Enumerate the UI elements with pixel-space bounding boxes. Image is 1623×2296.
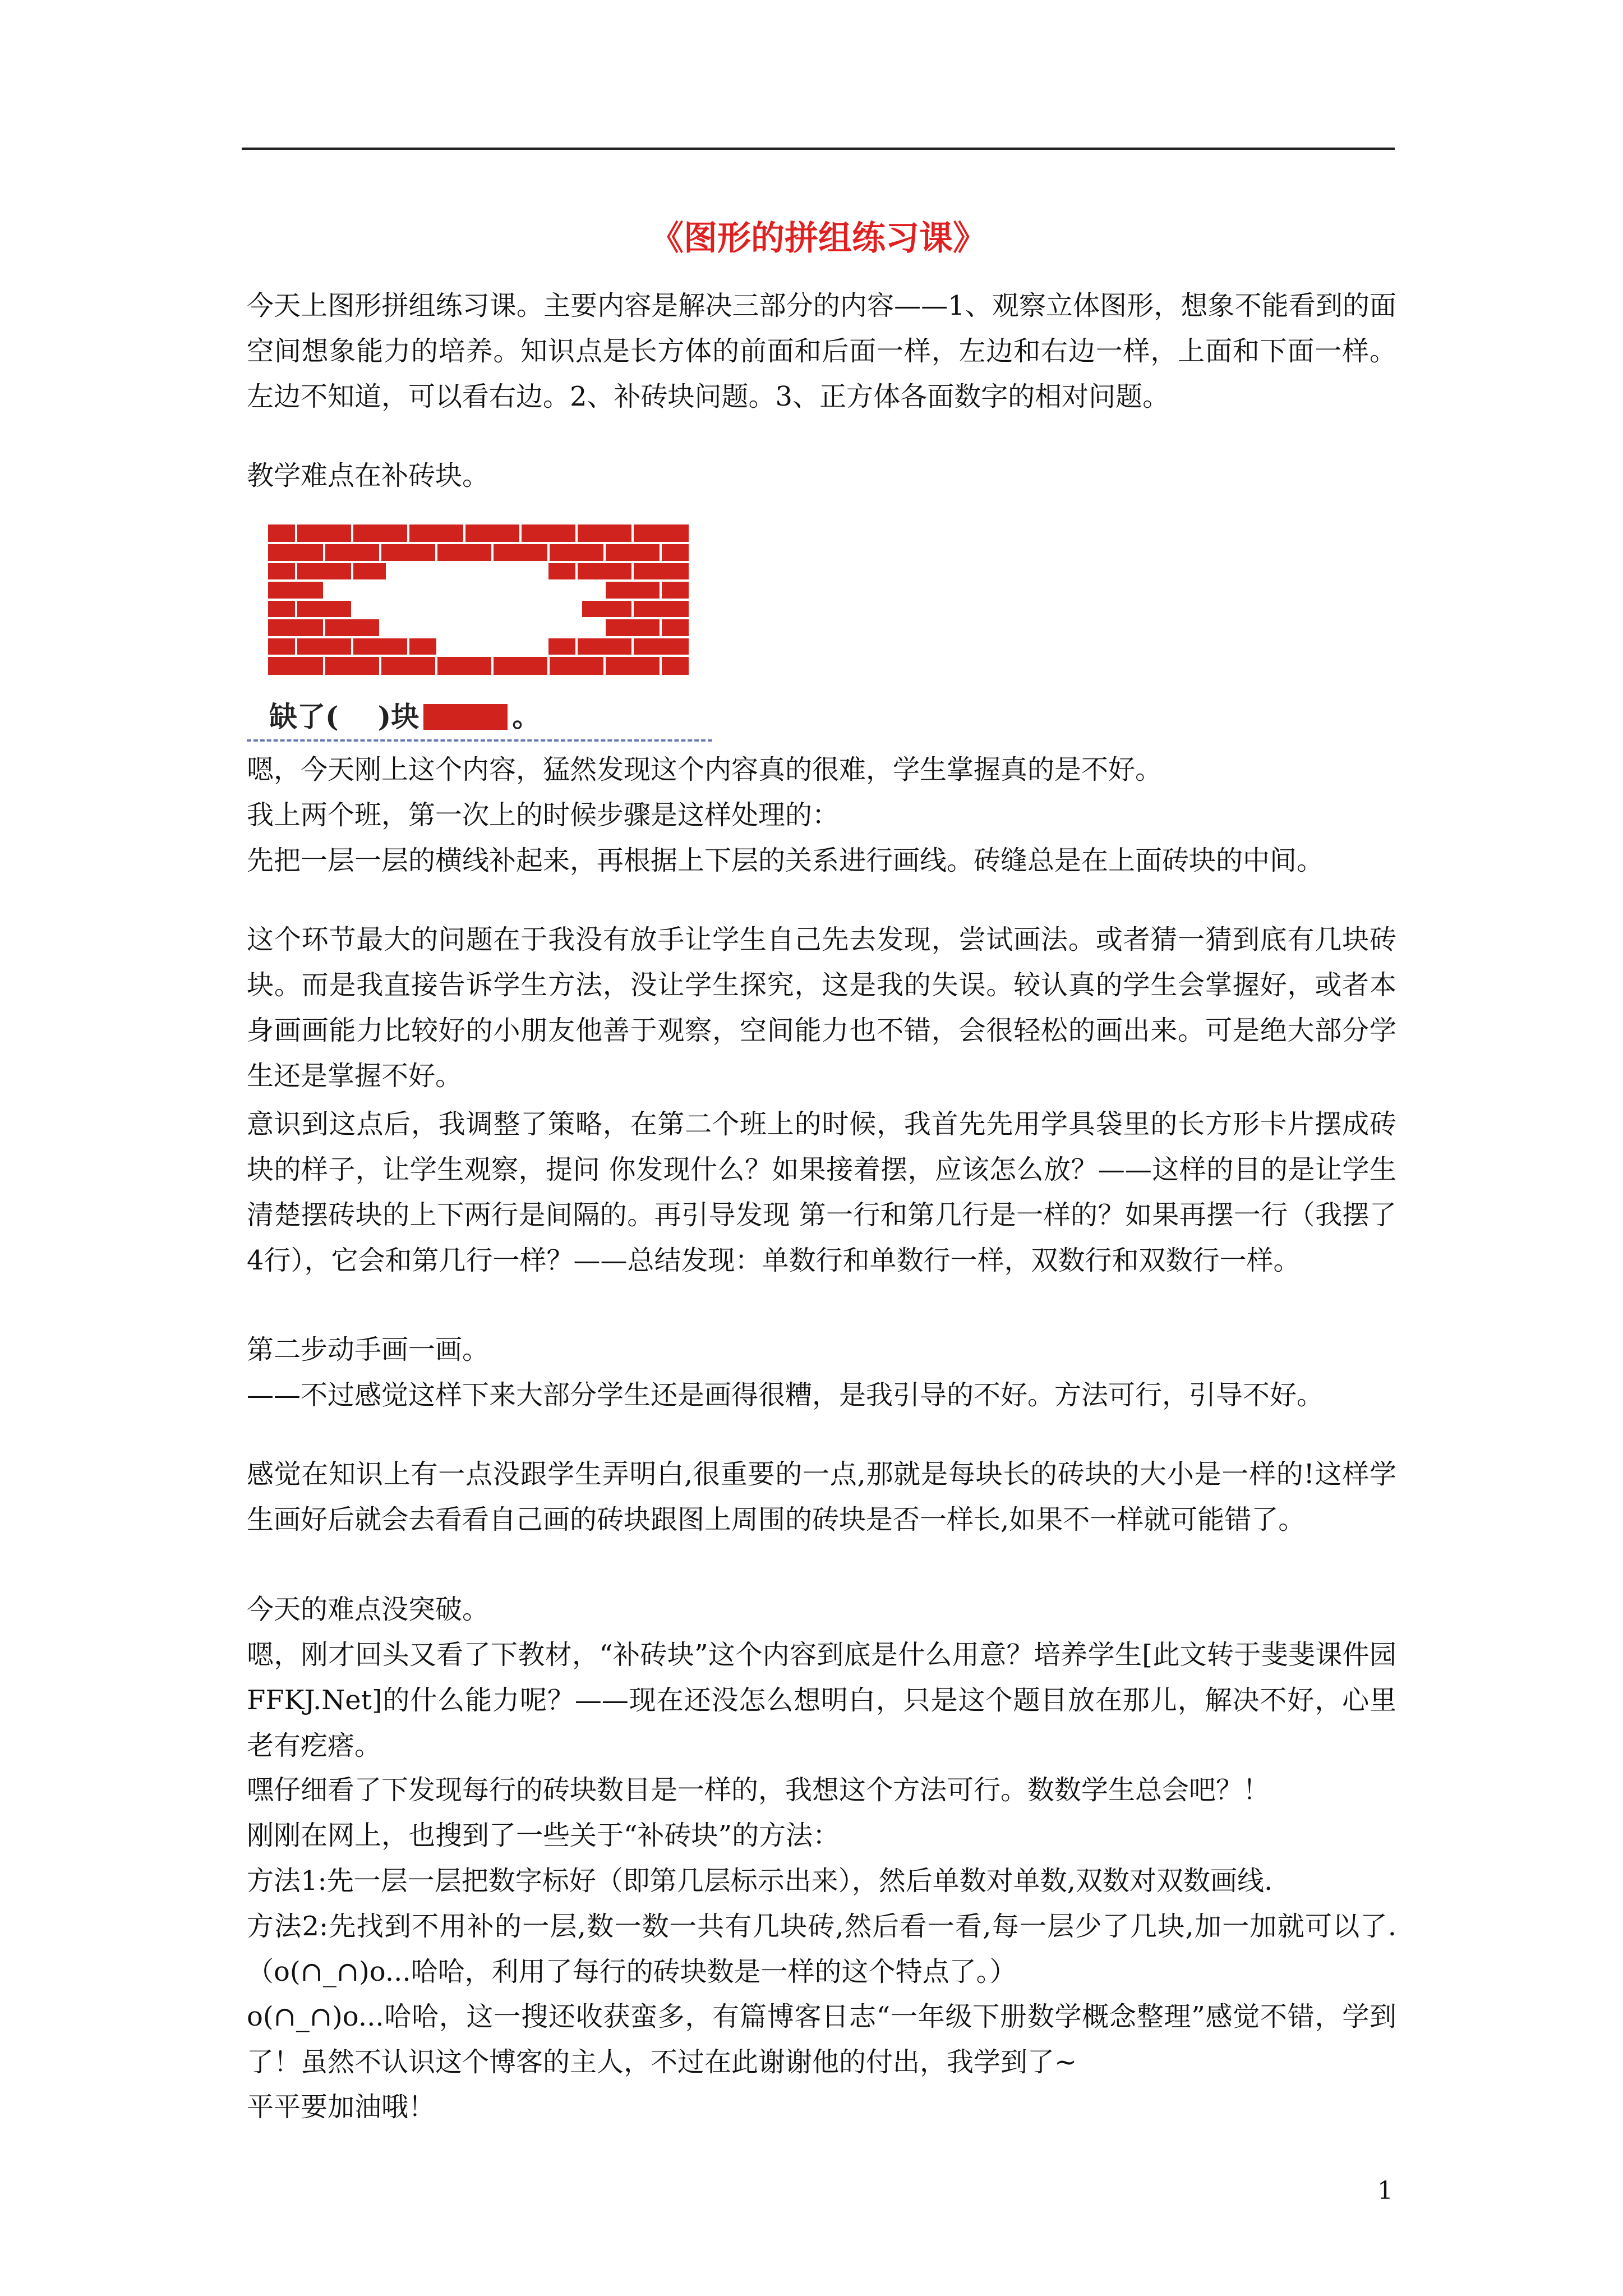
paragraph-intro: 今天上图形拼组练习课。主要内容是解决三部分的内容——1、观察立体图形，想象不能看到的面 空间想象能力的培养。知识点是长方体的前面和后面一样，左边和右边一样，上面和下面一样。左边不知道，可以看右边。2、补砖块问题。3、正方体各面数字的相对问题。: [247, 290, 1396, 412]
paragraph-result: ——不过感觉这样下来大部分学生还是画得很糟，是我引导的不好。方法可行，引导不好。: [247, 1379, 1324, 1411]
paragraph-observation: 嘿仔细看了下发现每行的砖块数目是一样的，我想这个方法可行。数数学生总会吧？！: [247, 1774, 1270, 1806]
figure-caption: [269, 694, 540, 735]
paragraph-not-broken: 今天的难点没突破。: [247, 1594, 490, 1625]
header-rule: [242, 148, 1395, 150]
paragraph-problem: 这个环节最大的问题在于我没有放手让学生自己先去发现，尝试画法。或者猜一猜到底有几块砖块。而是我直接告诉学生方法，没让学生探究，这是我的失误。较认真的学生会掌握好，或者本身画画能力比较好的小朋友他善于观察，空间能力也不错，会很轻松的画出来。可是绝大部分学生还是掌握不好。: [247, 924, 1396, 1092]
figure-dashed-divider: [247, 739, 712, 742]
paragraph-step2: 第二步动手画一画。: [247, 1334, 490, 1365]
caption-end: 。: [512, 700, 541, 733]
paragraph-difficulty: 教学难点在补砖块。: [247, 460, 490, 491]
paragraph-closing: 平平要加油哦！: [247, 2091, 436, 2123]
caption-suffix: )块: [377, 700, 419, 733]
brick-wall: [268, 524, 689, 675]
paragraph-blog: o(∩_∩)o...哈哈，这一搜还收获蛮多，有篇博客日志“一年级下册数学概念整理”感觉不错，学到了！虽然不认识这个博客的主人，不过在此谢谢他的付出，我学到了~: [247, 2001, 1396, 2078]
caption-brick-sample: [423, 704, 508, 730]
document-title: 《图形的拼组练习课》: [650, 219, 986, 258]
paragraph-reflection-2: 我上两个班，第一次上的时候步骤是这样处理的：: [247, 799, 840, 831]
paragraph-reflection-1: 嗯，今天刚上这个内容，猛然发现这个内容真的很难，学生掌握真的是不好。: [247, 754, 1163, 785]
paragraph-strategy: 意识到这点后，我调整了策略，在第二个班上的时候，我首先先用学具袋里的长方形卡片摆成砖块的样子，让学生观察，提问 你发现什么？如果接着摆，应该怎么放？——这样的目的是让学生清楚摆砖块的上下两行是间隔的。再引导发现 第一行和第几行是一样的？如果再摆一行（我摆了4行），它会和第几行一样？——总结发现：单数行和单数行一样，双数行和双数行一样。: [247, 1108, 1396, 1276]
paragraph-knowledge: 感觉在知识上有一点没跟学生弄明白,很重要的一点,那就是每块长的砖块的大小是一样的!这样学生画好后就会去看看自己画的砖块跟图上周围的砖块是否一样长,如果不一样就可能错了。: [247, 1458, 1396, 1535]
paragraph-search: 刚刚在网上，也搜到了一些关于“补砖块”的方法：: [247, 1820, 840, 1851]
paragraph-reflection-3: 先把一层一层的横线补起来，再根据上下层的关系进行画线。砖缝总是在上面砖块的中间。: [247, 845, 1324, 876]
paragraph-method-2: 方法2:先找到不用补的一层,数一数一共有几块砖,然后看一看,每一层少了几块,加一加就可以了.（o(∩_∩)o...哈哈，利用了每行的砖块数是一样的这个特点了。）: [247, 1911, 1396, 1987]
paragraph-textbook: 嗯，刚才回头又看了下教材，“补砖块”这个内容到底是什么用意？培养学生[此文转于斐斐课件园 FFKJ.Net]的什么能力呢？——现在还没怎么想明白，只是这个题目放在那儿，解决不好，心里老有疙瘩。: [247, 1639, 1396, 1761]
page-number: 1: [1377, 2177, 1393, 2205]
caption-prefix: 缺了(: [269, 700, 339, 733]
paragraph-method-1: 方法1:先一层一层把数字标好（即第几层标示出来），然后单数对单数,双数对双数画线.: [247, 1865, 1273, 1897]
